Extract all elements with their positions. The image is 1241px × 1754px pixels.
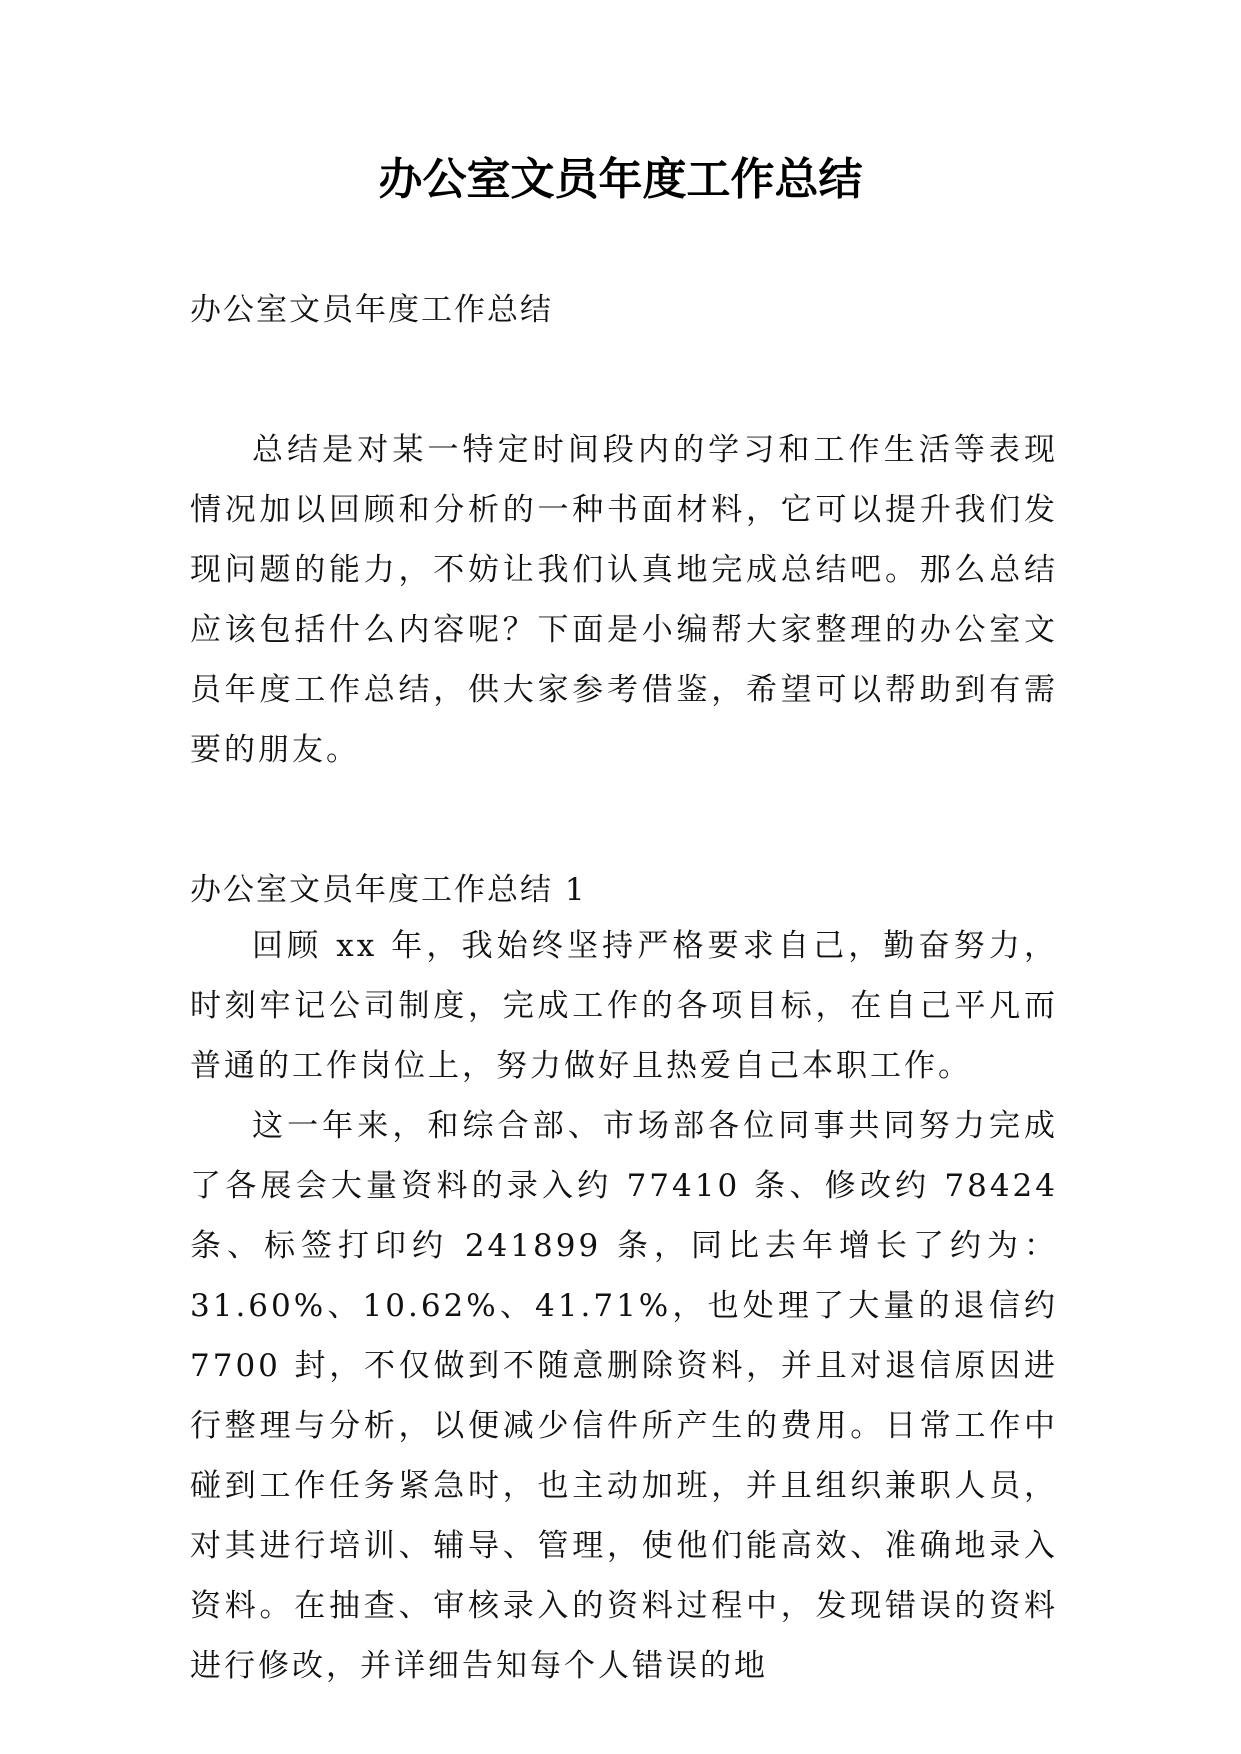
section-heading: 办公室文员年度工作总结 1 xyxy=(190,872,587,908)
section-paragraph: 这一年来，和综合部、市场部各位同事共同努力完成了各展会大量资料的录入约 77410 条、修改约 78424 条、标签打印约 241899 条，同比去年增长了约为：31.60%、10.62%、41.71%，也处理了大量的退信约 7700 封，不仅做到不随意删除资料，并且对退信原因进行整理与分析，以便减少信件所产生的费用。日常工作中碰到工作任务紧急时，也主动加班，并且组织兼职人员，对其进行培训、辅导、管理，使他们能高效、准确地录入资料。在抽查、审核录入的资料过程中，发现错误的资料进行修改，并详细告知每个人错误的地 xyxy=(190,1108,1058,1684)
document-body xyxy=(190,290,1058,1696)
intro-paragraph: 总结是对某一特定时间段内的学习和工作生活等表现情况加以回顾和分析的一种书面材料，它可以提升我们发现问题的能力，不妨让我们认真地完成总结吧。那么总结应该包括什么内容呢？下面是小编帮大家整理的办公室文员年度工作总结，供大家参考借鉴，希望可以帮助到有需要的朋友。 xyxy=(190,432,1058,768)
spacer xyxy=(190,330,1058,420)
document-subtitle: 办公室文员年度工作总结 xyxy=(190,292,553,328)
document-title: 办公室文员年度工作总结 xyxy=(378,154,863,205)
section-paragraph: 回顾 xx 年，我始终坚持严格要求自己，勤奋努力，时刻牢记公司制度，完成工作的各项目标，在自己平凡而普通的工作岗位上，努力做好且热爱自己本职工作。 xyxy=(190,928,1058,1084)
spacer xyxy=(190,780,1058,870)
